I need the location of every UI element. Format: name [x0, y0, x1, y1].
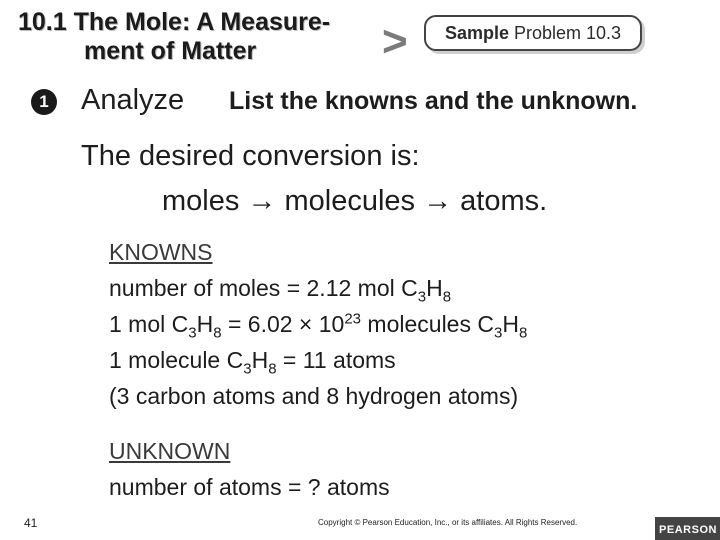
subscript: 3 [417, 288, 427, 306]
slide-title-line1: 10.1 The Mole: A Measure- [18, 8, 331, 36]
copyright-notice: Copyright © Pearson Education, Inc., or its affiliates. All Rights Reserved. [318, 518, 578, 527]
subscript: 8 [442, 288, 452, 306]
known-avogadro-c: = 6.02 × 10 [221, 311, 345, 337]
sample-label-strong: Sample [444, 22, 509, 43]
known-atoms-per-molecule [109, 342, 527, 378]
chevron-right-icon: > [382, 17, 408, 66]
known-moles-text: number of moles = 2.12 mol C [109, 275, 418, 301]
subscript: 8 [268, 360, 277, 378]
known-moles [109, 270, 527, 306]
svg-text:PEARSON: PEARSON [658, 523, 717, 536]
element-h: H [251, 347, 269, 373]
sample-problem-tab[interactable] [424, 15, 642, 51]
page-number: 41 [24, 516, 38, 530]
slide-title [18, 8, 330, 66]
known-atom-breakdown: (3 carbon atoms and 8 hydrogen atoms) [109, 383, 519, 409]
subscript: 8 [213, 324, 222, 342]
known-avogadro [109, 306, 527, 342]
knowns-heading: KNOWNS [109, 239, 213, 265]
step-label: Analyze [81, 84, 185, 116]
step-instruction: List the knowns and the unknown. [229, 87, 638, 115]
conversion-intro: The desired conversion is: [81, 140, 420, 172]
known-atoms-c: = 11 atoms [276, 347, 396, 373]
subscript: 3 [243, 360, 252, 378]
conversion-path: moles → molecules → atoms. [162, 185, 548, 217]
unknown-section [109, 433, 390, 505]
pearson-logo-mark [658, 522, 718, 536]
known-atoms-a: 1 molecule C [109, 347, 244, 373]
pearson-logo [655, 517, 720, 540]
unknown-atoms: number of atoms = ? atoms [109, 474, 390, 500]
element-h: H [502, 311, 519, 337]
subscript: 3 [188, 324, 197, 342]
known-avogadro-a: 1 mol C [109, 311, 189, 337]
sample-label-rest: Problem 10.3 [513, 22, 622, 43]
knowns-section [109, 234, 527, 414]
step-number-badge: 1 [31, 89, 57, 115]
known-avogadro-d: molecules C [361, 311, 494, 337]
subscript: 3 [493, 324, 503, 342]
slide-title-line2: ment of Matter [84, 37, 257, 65]
subscript: 8 [518, 324, 528, 342]
element-h: H [196, 311, 214, 337]
exponent: 23 [344, 310, 362, 328]
unknown-heading: UNKNOWN [109, 438, 231, 464]
element-h: H [426, 275, 443, 301]
